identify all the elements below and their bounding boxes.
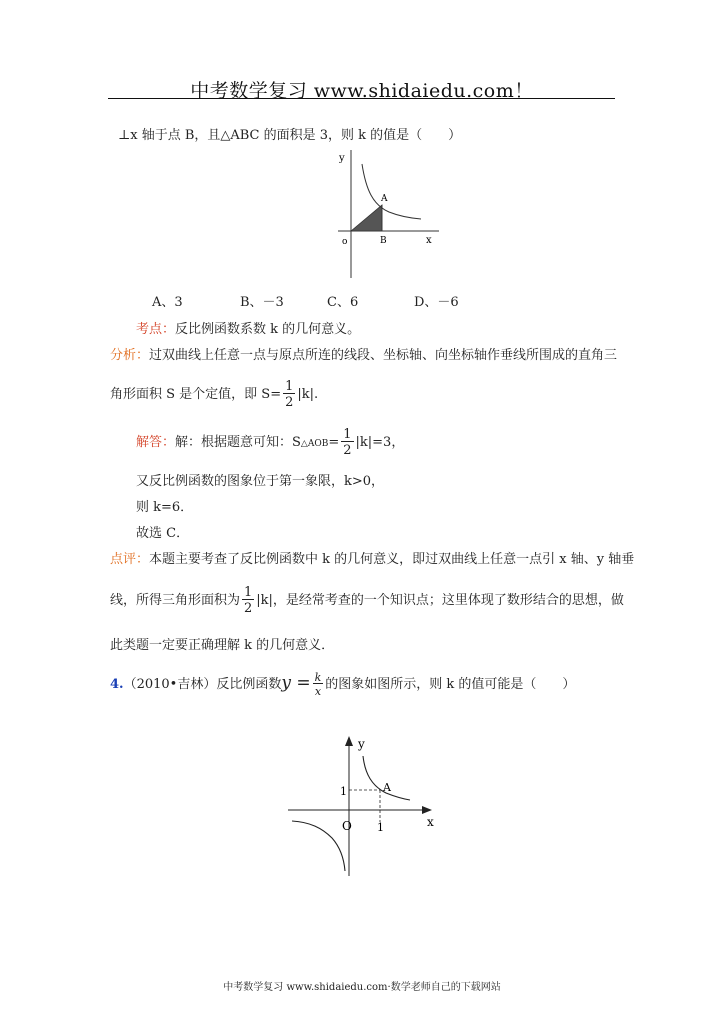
page-footer: 中考数学复习 www.shidaiedu.com·数学老师自己的下载网站: [223, 982, 501, 993]
fenxi-label: 分析：: [110, 348, 150, 363]
option-d: D、－6: [414, 295, 459, 310]
fenxi-text-2-pre: 角形面积 S 是个定值，即 S=: [110, 387, 282, 402]
question-4-number: 4.: [110, 677, 124, 692]
jieda-post: |k|=3，: [355, 435, 405, 450]
hyperbola-branch-q3: [292, 821, 345, 871]
fraction-half: $\frac{1}{2}$: [285, 379, 294, 410]
tick-label-x-1: 1: [377, 821, 384, 834]
fenxi-text-1: 过双曲线上任意一点与原点所连的线段、坐标轴、向坐标轴作垂线所围成的直角三: [149, 348, 618, 363]
solution-line-d: 故选 C．: [136, 526, 190, 541]
x-axis-arrow: [422, 806, 432, 814]
question-4-stem-pre: （2010•吉林）反比例函数: [123, 677, 282, 692]
question-3-stem: ⊥x 轴于点 B，且△ABC 的面积是 3，则 k 的值是（ ）: [118, 128, 462, 143]
label-point-a: A: [381, 194, 388, 204]
dianping-text-2-pre: 线，所得三角形面积为: [110, 593, 241, 608]
fraction-half: $\frac{1}{2}$: [343, 427, 352, 458]
option-a: A、3: [152, 295, 183, 310]
jieda-pre: 解：根据题意可知：S: [175, 435, 301, 450]
y-axis-arrow: [345, 736, 353, 746]
jieda-line: 解答：解：根据题意可知：S△AOB= $\frac{1}{2}$ |k|=3，: [136, 427, 405, 458]
equation-y: y =: [281, 673, 311, 693]
page-header-title: 中考数学复习 www.shidaiedu.com！: [190, 80, 534, 102]
option-b: B、－3: [240, 295, 284, 310]
dianping-label: 点评：: [110, 552, 150, 567]
label-y: y: [358, 737, 365, 751]
fenxi-text-2-post: |k|.: [297, 387, 319, 402]
label-x: x: [427, 815, 434, 829]
tick-label-y-1: 1: [340, 785, 347, 798]
label-point-a: A: [383, 781, 391, 794]
dianping-line-1: [110, 548, 634, 567]
kaodian-label: 考点：: [136, 322, 176, 337]
figure-q3-graph: [333, 150, 443, 280]
label-x: x: [426, 235, 432, 246]
option-c: C、6: [327, 295, 359, 310]
label-point-b: B: [380, 236, 387, 246]
dianping-text-2-post: |k|，是经常考查的一个知识点；这里体现了数形结合的思想，做: [256, 593, 624, 608]
jieda-subscript: △AOB: [300, 439, 329, 449]
solution-line-c: 则 k=6．: [136, 500, 194, 515]
kaodian-line: [136, 318, 360, 337]
fenxi-line-1: [110, 344, 617, 363]
jieda-label: 解答：: [136, 435, 176, 450]
solution-line-b: 又反比例函数的图象位于第一象限，k>0，: [136, 474, 385, 489]
label-y: y: [339, 153, 345, 164]
label-origin: O: [342, 819, 352, 833]
shaded-triangle-aob: [351, 205, 382, 231]
dianping-text-1: 本题主要考查了反比例函数中 k 的几何意义，即过双曲线上任意一点引 x 轴、y 轴垂: [149, 552, 635, 567]
fenxi-line-2: [110, 380, 318, 409]
kaodian-text: 反比例函数系数 k 的几何意义。: [175, 322, 361, 337]
header-divider: [108, 98, 615, 99]
label-origin: o: [342, 237, 348, 247]
question-4-stem-post: 的图象如图所示，则 k 的值可能是（ ）: [325, 677, 576, 692]
fraction-k-over-x: $\frac{k}{x}$: [314, 671, 322, 698]
hyperbola-curve: [362, 164, 421, 219]
dianping-line-3: 此类题一定要正确理解 k 的几何意义．: [110, 638, 335, 653]
fraction-half: $\frac{1}{2}$: [244, 585, 253, 616]
dianping-line-2: [110, 586, 624, 615]
figure-q4-graph: [280, 734, 450, 884]
question-4-stem: [110, 672, 575, 697]
